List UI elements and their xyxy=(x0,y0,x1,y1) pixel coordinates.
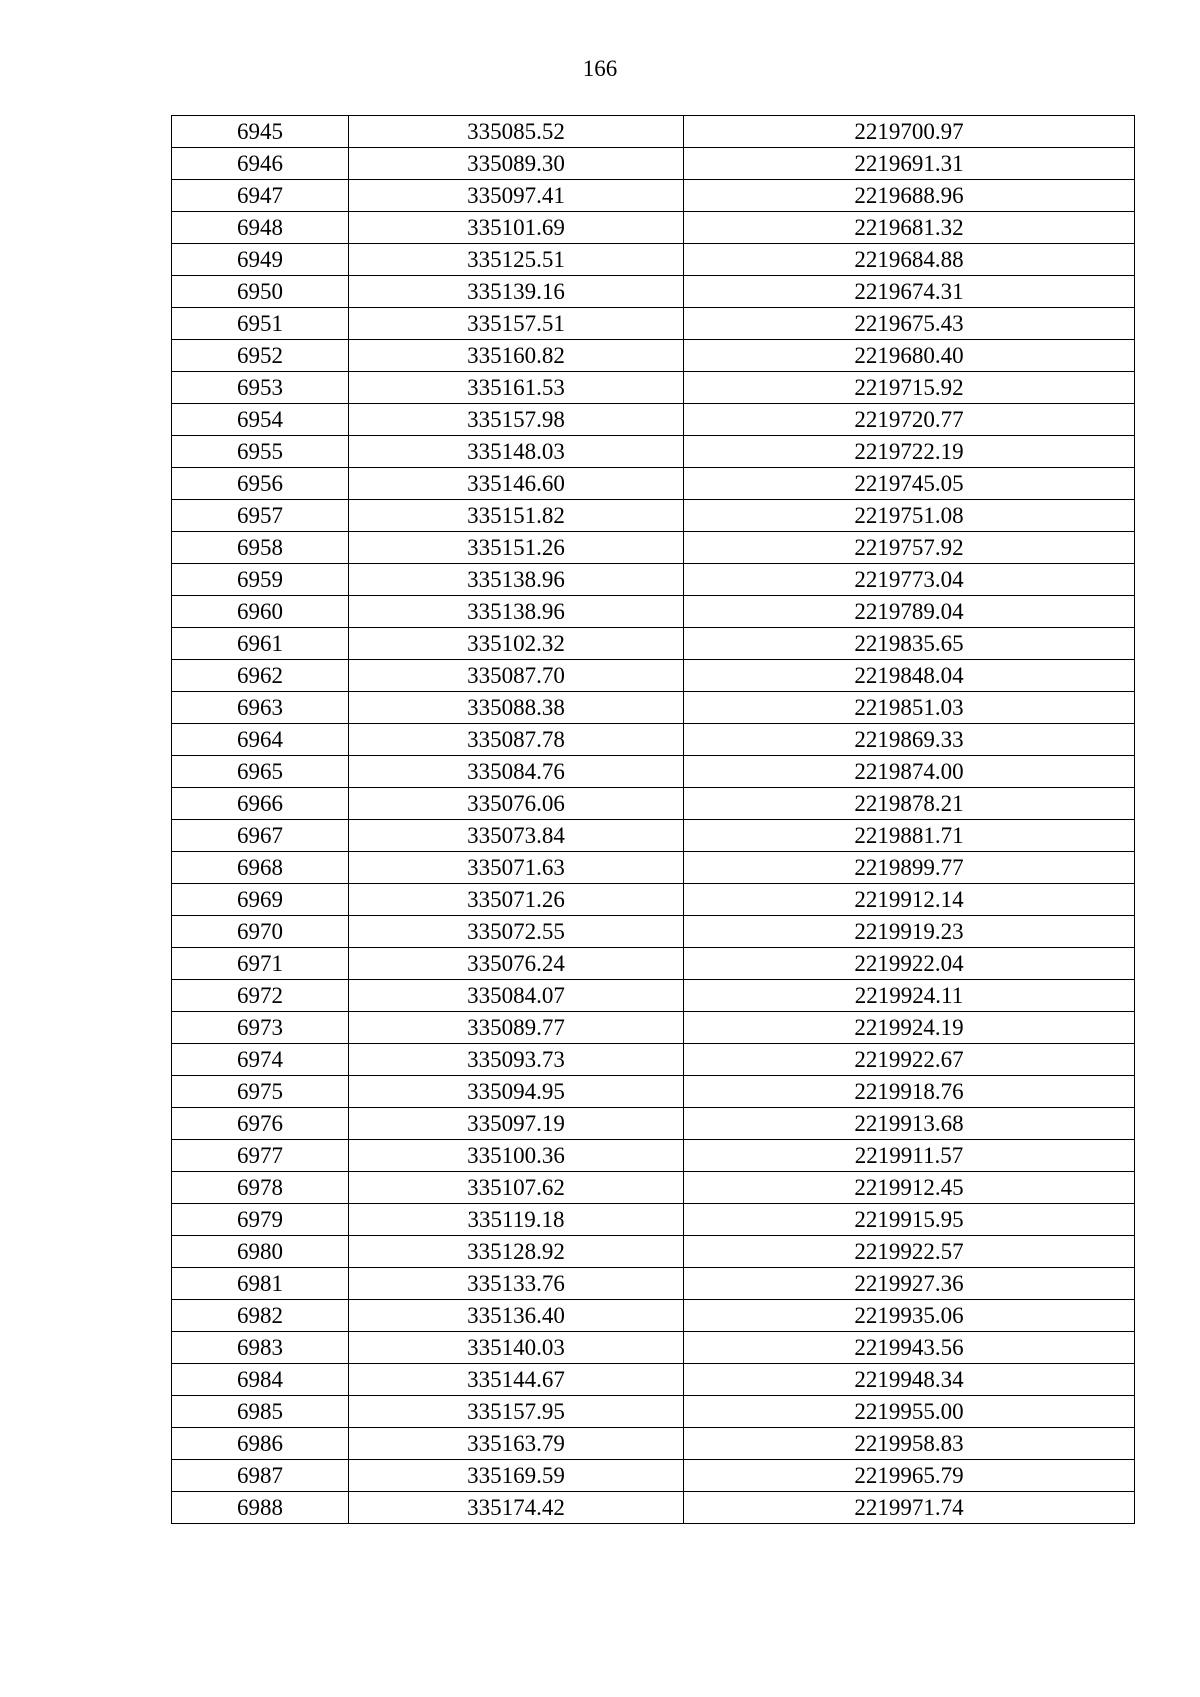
point-number-cell: 6953 xyxy=(172,372,349,404)
table-row xyxy=(172,148,1135,180)
table-row xyxy=(172,948,1135,980)
y-coordinate-cell: 2219878.21 xyxy=(684,788,1135,820)
x-coordinate-cell: 335102.32 xyxy=(349,628,684,660)
y-coordinate-cell: 2219722.19 xyxy=(684,436,1135,468)
y-coordinate-cell: 2219911.57 xyxy=(684,1140,1135,1172)
point-number-cell: 6973 xyxy=(172,1012,349,1044)
table-row xyxy=(172,244,1135,276)
y-coordinate-cell: 2219874.00 xyxy=(684,756,1135,788)
table-row xyxy=(172,1364,1135,1396)
point-number-cell: 6962 xyxy=(172,660,349,692)
point-number-cell: 6972 xyxy=(172,980,349,1012)
x-coordinate-cell: 335071.63 xyxy=(349,852,684,884)
point-number-cell: 6971 xyxy=(172,948,349,980)
y-coordinate-cell: 2219700.97 xyxy=(684,116,1135,148)
table-row xyxy=(172,468,1135,500)
y-coordinate-cell: 2219684.88 xyxy=(684,244,1135,276)
y-coordinate-cell: 2219919.23 xyxy=(684,916,1135,948)
point-number-cell: 6984 xyxy=(172,1364,349,1396)
x-coordinate-cell: 335136.40 xyxy=(349,1300,684,1332)
x-coordinate-cell: 335076.06 xyxy=(349,788,684,820)
y-coordinate-cell: 2219955.00 xyxy=(684,1396,1135,1428)
point-number-cell: 6951 xyxy=(172,308,349,340)
point-number-cell: 6954 xyxy=(172,404,349,436)
point-number-cell: 6957 xyxy=(172,500,349,532)
point-number-cell: 6968 xyxy=(172,852,349,884)
table-row xyxy=(172,1332,1135,1364)
table-row xyxy=(172,276,1135,308)
y-coordinate-cell: 2219720.77 xyxy=(684,404,1135,436)
table-row xyxy=(172,1044,1135,1076)
x-coordinate-cell: 335128.92 xyxy=(349,1236,684,1268)
x-coordinate-cell: 335097.19 xyxy=(349,1108,684,1140)
table-row xyxy=(172,1012,1135,1044)
y-coordinate-cell: 2219915.95 xyxy=(684,1204,1135,1236)
table-row xyxy=(172,1204,1135,1236)
table-row xyxy=(172,980,1135,1012)
point-number-cell: 6978 xyxy=(172,1172,349,1204)
point-number-cell: 6956 xyxy=(172,468,349,500)
page-number: 166 xyxy=(582,56,618,81)
x-coordinate-cell: 335073.84 xyxy=(349,820,684,852)
y-coordinate-cell: 2219913.68 xyxy=(684,1108,1135,1140)
x-coordinate-cell: 335157.51 xyxy=(349,308,684,340)
x-coordinate-cell: 335146.60 xyxy=(349,468,684,500)
point-number-cell: 6987 xyxy=(172,1460,349,1492)
x-coordinate-cell: 335151.26 xyxy=(349,532,684,564)
x-coordinate-cell: 335140.03 xyxy=(349,1332,684,1364)
x-coordinate-cell: 335072.55 xyxy=(349,916,684,948)
y-coordinate-cell: 2219971.74 xyxy=(684,1492,1135,1524)
point-number-cell: 6964 xyxy=(172,724,349,756)
x-coordinate-cell: 335084.07 xyxy=(349,980,684,1012)
point-number-cell: 6979 xyxy=(172,1204,349,1236)
x-coordinate-cell: 335138.96 xyxy=(349,596,684,628)
x-coordinate-cell: 335163.79 xyxy=(349,1428,684,1460)
table-row xyxy=(172,724,1135,756)
y-coordinate-cell: 2219927.36 xyxy=(684,1268,1135,1300)
table-row xyxy=(172,884,1135,916)
point-number-cell: 6982 xyxy=(172,1300,349,1332)
table-row xyxy=(172,788,1135,820)
x-coordinate-cell: 335144.67 xyxy=(349,1364,684,1396)
y-coordinate-cell: 2219922.67 xyxy=(684,1044,1135,1076)
y-coordinate-cell: 2219912.45 xyxy=(684,1172,1135,1204)
x-coordinate-cell: 335169.59 xyxy=(349,1460,684,1492)
y-coordinate-cell: 2219715.92 xyxy=(684,372,1135,404)
table-row xyxy=(172,692,1135,724)
table-row xyxy=(172,500,1135,532)
point-number-cell: 6963 xyxy=(172,692,349,724)
y-coordinate-cell: 2219751.08 xyxy=(684,500,1135,532)
y-coordinate-cell: 2219899.77 xyxy=(684,852,1135,884)
x-coordinate-cell: 335119.18 xyxy=(349,1204,684,1236)
point-number-cell: 6946 xyxy=(172,148,349,180)
point-number-cell: 6950 xyxy=(172,276,349,308)
table-row xyxy=(172,1460,1135,1492)
point-number-cell: 6961 xyxy=(172,628,349,660)
x-coordinate-cell: 335148.03 xyxy=(349,436,684,468)
x-coordinate-cell: 335071.26 xyxy=(349,884,684,916)
table-row xyxy=(172,1076,1135,1108)
x-coordinate-cell: 335094.95 xyxy=(349,1076,684,1108)
table-row xyxy=(172,564,1135,596)
y-coordinate-cell: 2219789.04 xyxy=(684,596,1135,628)
table-row xyxy=(172,660,1135,692)
table-row xyxy=(172,820,1135,852)
table-row xyxy=(172,372,1135,404)
table-row xyxy=(172,596,1135,628)
y-coordinate-cell: 2219935.06 xyxy=(684,1300,1135,1332)
coordinate-table-body xyxy=(172,116,1135,1524)
y-coordinate-cell: 2219835.65 xyxy=(684,628,1135,660)
y-coordinate-cell: 2219943.56 xyxy=(684,1332,1135,1364)
y-coordinate-cell: 2219924.19 xyxy=(684,1012,1135,1044)
table-row xyxy=(172,212,1135,244)
point-number-cell: 6980 xyxy=(172,1236,349,1268)
x-coordinate-cell: 335089.30 xyxy=(349,148,684,180)
x-coordinate-cell: 335085.52 xyxy=(349,116,684,148)
table-row xyxy=(172,1268,1135,1300)
x-coordinate-cell: 335139.16 xyxy=(349,276,684,308)
x-coordinate-cell: 335087.70 xyxy=(349,660,684,692)
table-row xyxy=(172,436,1135,468)
y-coordinate-cell: 2219965.79 xyxy=(684,1460,1135,1492)
table-row xyxy=(172,180,1135,212)
point-number-cell: 6966 xyxy=(172,788,349,820)
x-coordinate-cell: 335125.51 xyxy=(349,244,684,276)
table-row xyxy=(172,116,1135,148)
point-number-cell: 6981 xyxy=(172,1268,349,1300)
point-number-cell: 6952 xyxy=(172,340,349,372)
y-coordinate-cell: 2219851.03 xyxy=(684,692,1135,724)
x-coordinate-cell: 335160.82 xyxy=(349,340,684,372)
point-number-cell: 6985 xyxy=(172,1396,349,1428)
point-number-cell: 6969 xyxy=(172,884,349,916)
x-coordinate-cell: 335089.77 xyxy=(349,1012,684,1044)
y-coordinate-cell: 2219688.96 xyxy=(684,180,1135,212)
table-row xyxy=(172,756,1135,788)
x-coordinate-cell: 335093.73 xyxy=(349,1044,684,1076)
table-row xyxy=(172,1140,1135,1172)
y-coordinate-cell: 2219881.71 xyxy=(684,820,1135,852)
x-coordinate-cell: 335157.98 xyxy=(349,404,684,436)
point-number-cell: 6945 xyxy=(172,116,349,148)
x-coordinate-cell: 335088.38 xyxy=(349,692,684,724)
x-coordinate-cell: 335174.42 xyxy=(349,1492,684,1524)
coordinate-table xyxy=(171,115,1135,1524)
y-coordinate-cell: 2219918.76 xyxy=(684,1076,1135,1108)
y-coordinate-cell: 2219948.34 xyxy=(684,1364,1135,1396)
point-number-cell: 6976 xyxy=(172,1108,349,1140)
table-row xyxy=(172,1396,1135,1428)
point-number-cell: 6974 xyxy=(172,1044,349,1076)
y-coordinate-cell: 2219922.57 xyxy=(684,1236,1135,1268)
x-coordinate-cell: 335161.53 xyxy=(349,372,684,404)
table-row xyxy=(172,1300,1135,1332)
x-coordinate-cell: 335097.41 xyxy=(349,180,684,212)
table-row xyxy=(172,532,1135,564)
point-number-cell: 6975 xyxy=(172,1076,349,1108)
x-coordinate-cell: 335084.76 xyxy=(349,756,684,788)
x-coordinate-cell: 335151.82 xyxy=(349,500,684,532)
point-number-cell: 6986 xyxy=(172,1428,349,1460)
table-row xyxy=(172,628,1135,660)
x-coordinate-cell: 335076.24 xyxy=(349,948,684,980)
table-row xyxy=(172,1236,1135,1268)
y-coordinate-cell: 2219912.14 xyxy=(684,884,1135,916)
table-row xyxy=(172,1108,1135,1140)
x-coordinate-cell: 335157.95 xyxy=(349,1396,684,1428)
y-coordinate-cell: 2219745.05 xyxy=(684,468,1135,500)
table-row xyxy=(172,340,1135,372)
y-coordinate-cell: 2219757.92 xyxy=(684,532,1135,564)
point-number-cell: 6959 xyxy=(172,564,349,596)
point-number-cell: 6977 xyxy=(172,1140,349,1172)
y-coordinate-cell: 2219680.40 xyxy=(684,340,1135,372)
x-coordinate-cell: 335138.96 xyxy=(349,564,684,596)
y-coordinate-cell: 2219675.43 xyxy=(684,308,1135,340)
point-number-cell: 6949 xyxy=(172,244,349,276)
y-coordinate-cell: 2219922.04 xyxy=(684,948,1135,980)
y-coordinate-cell: 2219691.31 xyxy=(684,148,1135,180)
table-row xyxy=(172,1172,1135,1204)
point-number-cell: 6970 xyxy=(172,916,349,948)
x-coordinate-cell: 335101.69 xyxy=(349,212,684,244)
y-coordinate-cell: 2219848.04 xyxy=(684,660,1135,692)
x-coordinate-cell: 335100.36 xyxy=(349,1140,684,1172)
y-coordinate-cell: 2219674.31 xyxy=(684,276,1135,308)
table-row xyxy=(172,308,1135,340)
y-coordinate-cell: 2219958.83 xyxy=(684,1428,1135,1460)
point-number-cell: 6983 xyxy=(172,1332,349,1364)
table-row xyxy=(172,852,1135,884)
table-row xyxy=(172,916,1135,948)
x-coordinate-cell: 335107.62 xyxy=(349,1172,684,1204)
y-coordinate-cell: 2219773.04 xyxy=(684,564,1135,596)
point-number-cell: 6988 xyxy=(172,1492,349,1524)
point-number-cell: 6958 xyxy=(172,532,349,564)
point-number-cell: 6947 xyxy=(172,180,349,212)
point-number-cell: 6965 xyxy=(172,756,349,788)
point-number-cell: 6955 xyxy=(172,436,349,468)
point-number-cell: 6967 xyxy=(172,820,349,852)
y-coordinate-cell: 2219869.33 xyxy=(684,724,1135,756)
point-number-cell: 6948 xyxy=(172,212,349,244)
point-number-cell: 6960 xyxy=(172,596,349,628)
y-coordinate-cell: 2219681.32 xyxy=(684,212,1135,244)
x-coordinate-cell: 335087.78 xyxy=(349,724,684,756)
x-coordinate-cell: 335133.76 xyxy=(349,1268,684,1300)
table-row xyxy=(172,1492,1135,1524)
table-row xyxy=(172,404,1135,436)
table-row xyxy=(172,1428,1135,1460)
y-coordinate-cell: 2219924.11 xyxy=(684,980,1135,1012)
